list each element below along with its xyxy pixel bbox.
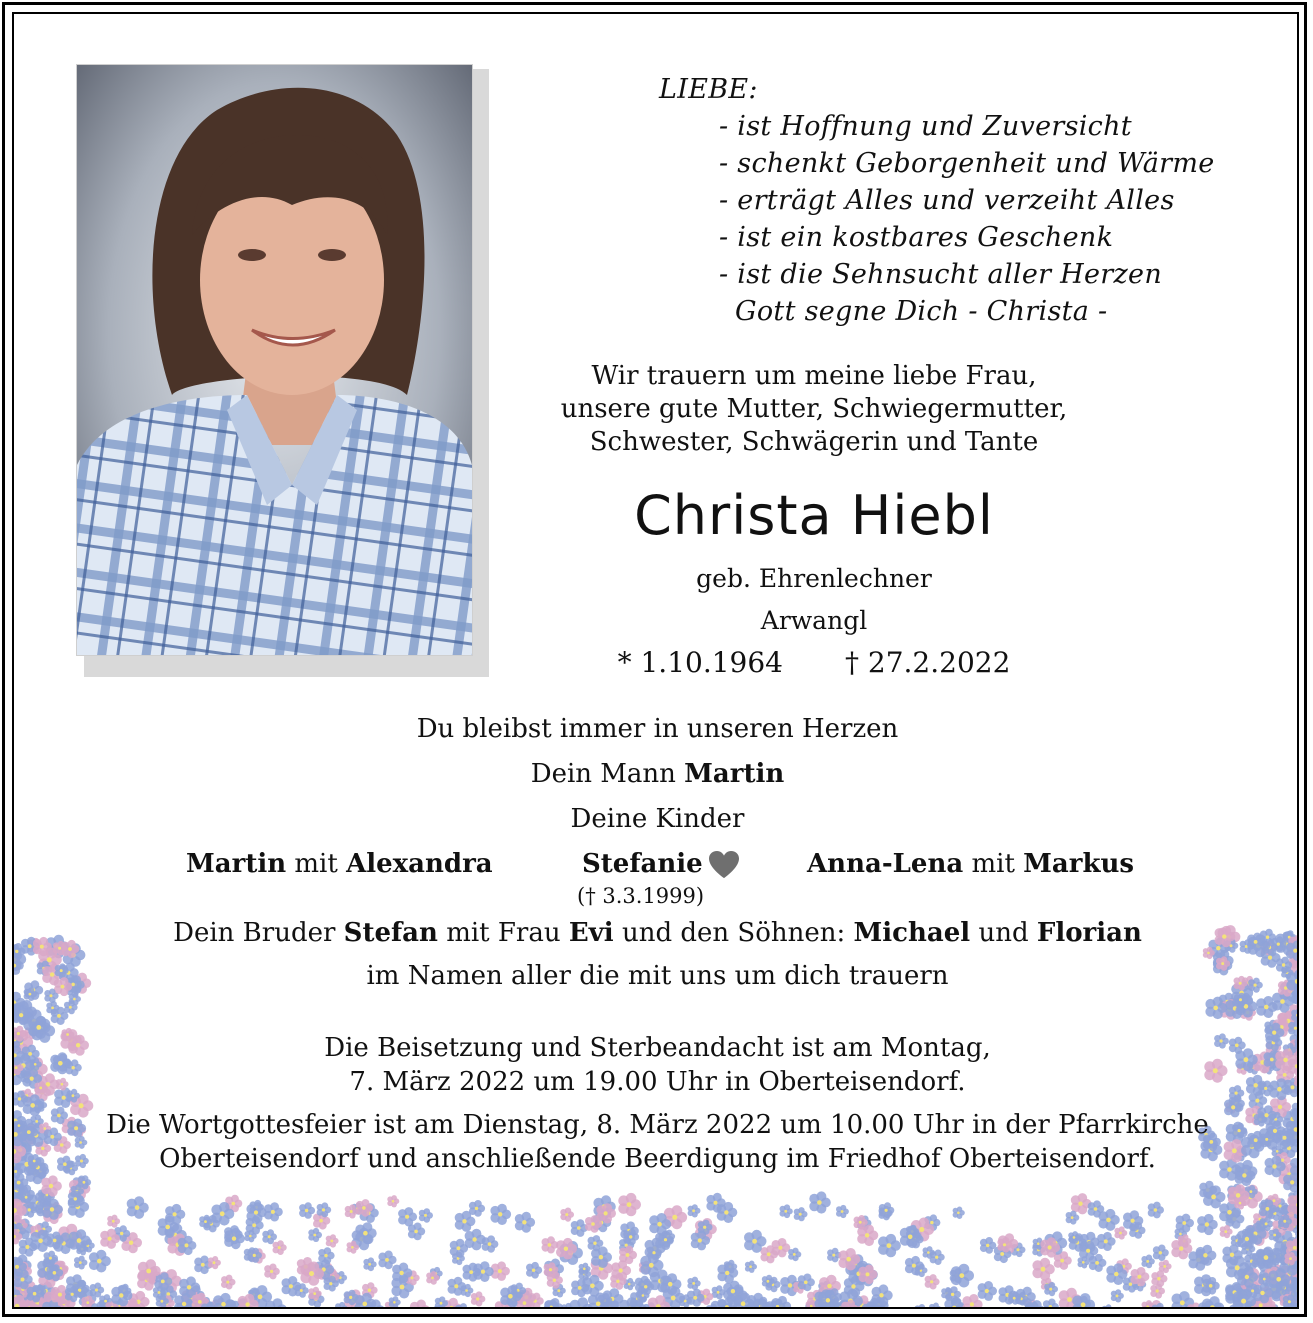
poem-line: - erträgt Alles und verzeiht Alles <box>719 185 1175 216</box>
child3-name: Anna-Lena <box>807 849 964 879</box>
child1-partner: Alexandra <box>346 849 493 879</box>
motto: Du bleibst immer in unseren Herzen <box>416 714 899 744</box>
poem-line: - ist die Sehnsucht aller Herzen <box>719 259 1163 290</box>
brother-name: Stefan <box>343 918 438 948</box>
child3 <box>807 849 1134 879</box>
poem <box>659 71 1215 330</box>
sons-prefix: und den Söhnen: <box>621 918 846 948</box>
child2-death-date: († 3.3.1999) <box>577 884 705 908</box>
brother-mid: mit Frau <box>446 918 561 948</box>
child3-partner: Markus <box>1023 849 1135 879</box>
funeral-info <box>14 1031 1299 1099</box>
poem-line: - ist Hoffnung und Zuversicht <box>719 111 1132 142</box>
mourning-intro <box>514 360 1114 459</box>
obituary-card <box>12 12 1299 1309</box>
funeral-line: 7. März 2022 um 19.00 Uhr in Oberteisendorf. <box>349 1067 966 1097</box>
heart-icon <box>709 850 739 880</box>
poem-closing: Gott segne Dich - Christa - <box>735 296 1108 327</box>
child1 <box>186 849 493 879</box>
husband-name: Martin <box>684 759 785 789</box>
poem-title: LIEBE: <box>659 74 758 105</box>
child2-name: Stefanie <box>582 849 703 879</box>
life-dates <box>514 646 1114 679</box>
all-mourners: im Namen aller die mit uns um dich trauern <box>366 961 949 991</box>
brother-prefix: Dein Bruder <box>173 918 336 948</box>
brother-line <box>14 918 1299 948</box>
husband-line <box>14 759 1299 789</box>
poem-line: - schenkt Geborgenheit und Wärme <box>719 148 1215 179</box>
son2-name: Florian <box>1036 918 1142 948</box>
child3-with: mit <box>971 849 1015 879</box>
brother-wife: Evi <box>568 918 614 948</box>
children-label: Deine Kinder <box>570 804 745 834</box>
birth-date: * 1.10.1964 <box>617 646 783 679</box>
son1-name: Michael <box>853 918 971 948</box>
intro-line: Wir trauern um meine liebe Frau, <box>591 361 1037 391</box>
child2 <box>582 849 739 880</box>
portrait-photo <box>76 64 473 656</box>
maiden-name: geb. Ehrenlechner <box>696 564 932 593</box>
sons-and: und <box>978 918 1029 948</box>
service-line: Oberteisendorf und anschließende Beerdigung im Friedhof Oberteisendorf. <box>159 1144 1156 1174</box>
place: Arwangl <box>760 606 868 635</box>
poem-line: - ist ein kostbares Geschenk <box>719 222 1114 253</box>
husband-prefix: Dein Mann <box>530 759 676 789</box>
child1-name: Martin <box>186 849 287 879</box>
deceased-name: Christa Hiebl <box>634 484 994 547</box>
service-info <box>14 1108 1299 1176</box>
funeral-line: Die Beisetzung und Sterbeandacht ist am Montag, <box>324 1033 991 1063</box>
service-line: Die Wortgottesfeier ist am Dienstag, 8. März 2022 um 10.00 Uhr in der Pfarrkirche <box>106 1110 1209 1140</box>
intro-line: unsere gute Mutter, Schwiegermutter, <box>560 394 1068 424</box>
intro-line: Schwester, Schwägerin und Tante <box>589 427 1039 457</box>
child1-with: mit <box>294 849 338 879</box>
death-date: † 27.2.2022 <box>845 646 1011 679</box>
